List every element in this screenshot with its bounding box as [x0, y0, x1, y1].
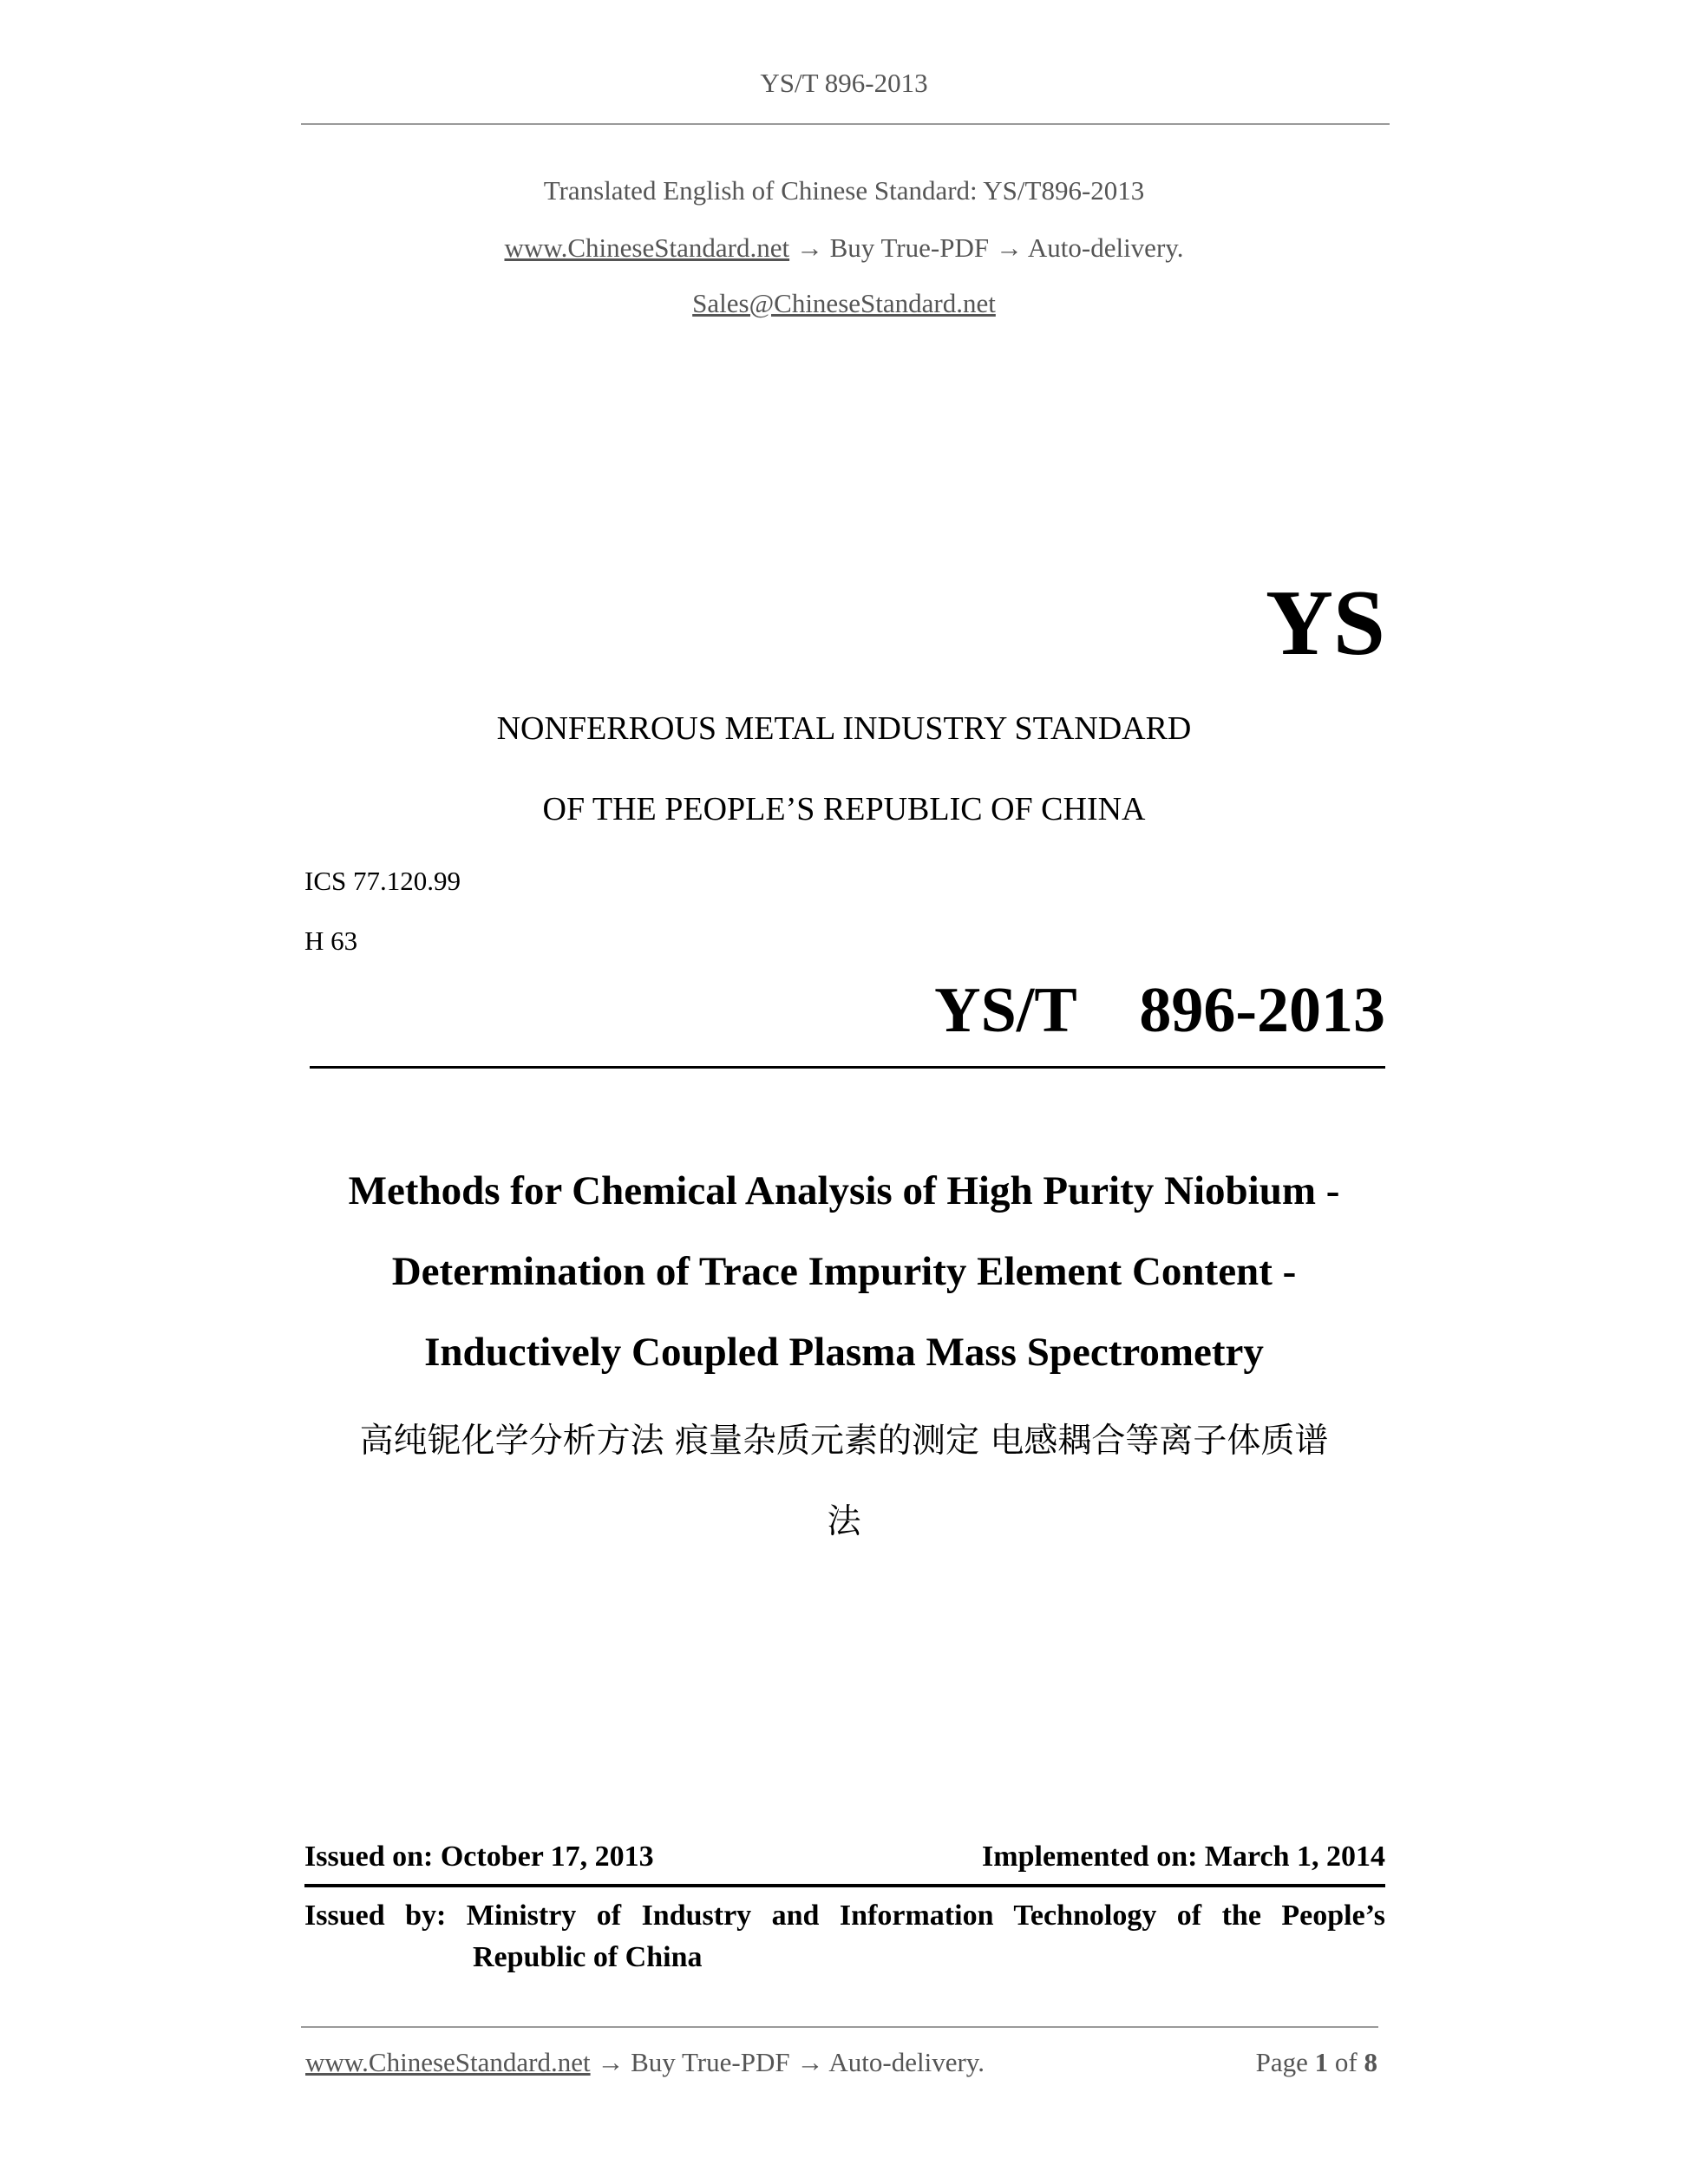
implemented-on: Implemented on: March 1, 2014	[982, 1841, 1385, 1873]
site-link[interactable]: www.ChineseStandard.net	[504, 232, 790, 263]
page-indicator	[1256, 2047, 1377, 2078]
page-total: 8	[1364, 2047, 1377, 2077]
delivery-text: Auto-delivery.	[1027, 232, 1184, 263]
dates-row	[304, 1841, 1385, 1873]
arrow-right-icon: →	[995, 232, 1023, 263]
sales-email-link[interactable]: Sales@ChineseStandard.net	[692, 288, 996, 318]
chinese-title-line-1: 高纯铌化学分析方法 痕量杂质元素的测定 电感耦合等离子体质谱	[359, 1422, 1329, 1461]
standard-number: YS/T 896-2013	[934, 975, 1385, 1046]
standard-number-rule	[310, 1066, 1385, 1069]
chinese-title-line-2: 法	[827, 1502, 861, 1541]
title-line-2: Determination of Trace Impurity Element Content -	[391, 1249, 1297, 1294]
promo-line	[0, 232, 1688, 264]
ccs-code: H 63	[304, 925, 358, 956]
page-label: Page	[1255, 2047, 1308, 2077]
issued-on: Issued on: October 17, 2013	[304, 1841, 654, 1873]
page-of: of	[1334, 2047, 1358, 2077]
running-header: YS/T 896-2013	[760, 68, 928, 98]
org-line-2: OF THE PEOPLE’S REPUBLIC OF CHINA	[542, 791, 1146, 827]
footer-buy-text: Buy True-PDF	[631, 2047, 790, 2077]
arrow-right-icon: →	[796, 2047, 824, 2077]
org-line-1: NONFERROUS METAL INDUSTRY STANDARD	[496, 710, 1192, 747]
email-line	[0, 288, 1688, 319]
ics-code: ICS 77.120.99	[304, 866, 461, 896]
title-line-1: Methods for Chemical Analysis of High Purity Niobium -	[348, 1168, 1340, 1213]
issued-by-line-2: Republic of China	[473, 1941, 703, 1973]
page-current: 1	[1314, 2047, 1329, 2077]
footer-rule	[301, 2026, 1378, 2028]
footer-promo	[305, 2047, 985, 2078]
series-mark: YS	[1265, 572, 1385, 675]
title-line-3: Inductively Coupled Plasma Mass Spectrometry	[424, 1330, 1264, 1375]
dates-rule	[304, 1884, 1385, 1887]
arrow-right-icon: →	[597, 2047, 625, 2077]
footer-site-link[interactable]: www.ChineseStandard.net	[305, 2047, 591, 2077]
arrow-right-icon: →	[795, 232, 823, 263]
footer-delivery-text: Auto-delivery.	[828, 2047, 985, 2077]
header-rule	[301, 123, 1390, 125]
translation-note: Translated English of Chinese Standard: YS/T896-2013	[543, 175, 1145, 206]
issued-by-line-1: Issued by: Ministry of Industry and Information Technology of the People’s	[304, 1900, 1385, 1932]
buy-text: Buy True-PDF	[829, 232, 990, 263]
